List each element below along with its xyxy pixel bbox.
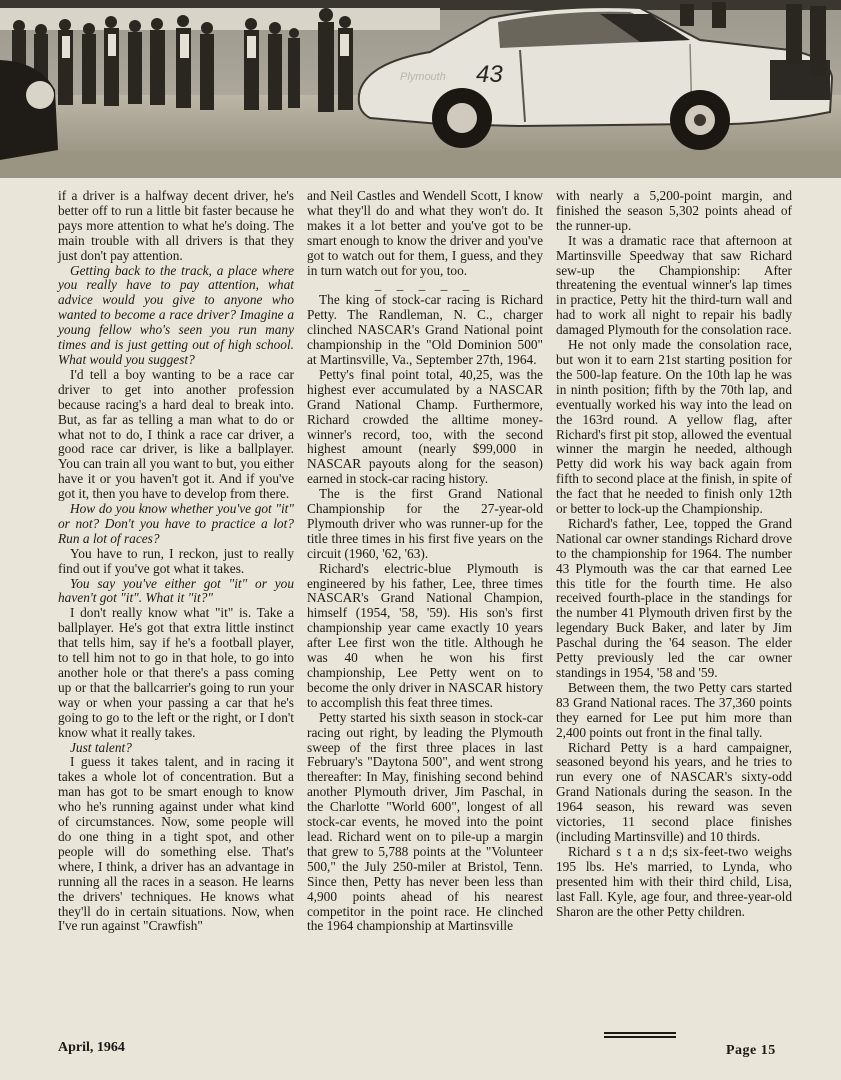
paragraph: He not only made the consolation race, but won it to earn 21st starting position for the 500-lap feature. On the 10th lap he was in ninth position; fifth by the 70th lap, and eventually worked his way into the lead on the 163rd round. A yellow flag, after Richard's first pit stop, allowed the eventual winner the margin he needed, although Petty did work his way back again from fifth to second place at the finish, in spite of the fact that he needed to finish only 12th or better to lock-up the Championship. [556, 337, 792, 517]
paragraph: Petty started his sixth season in stock-car racing out right, by leading the Plymouth sweep of the first three places in last February's "Daytona 500", and went strong thereafter: In May, finishing second behind another Plymouth driver, Jim Paschal, in the Charlotte "World 600", longest of all stock-car events, he moved into the point lead. Richard went on to pile-up a margin that grew to 5,788 points at the "Volunteer 500," the July 250-miler at Bristol, Tenn. Since then, Petty has never been less than 4,900 points ahead of his nearest competitor in the point race. He clinched the 1964 championship at Martinsville [307, 709, 543, 934]
paragraph: Between them, the two Petty cars started 83 Grand National races. The 37,360 points they earned for Lee put him more than 2,400 points out front in the final tally. [556, 679, 792, 740]
interview-question: Just talent? [70, 739, 132, 755]
interview-question: You say you've either got "it" or you haven't got "it". What it "it?" [58, 575, 294, 606]
paragraph: The king of stock-car racing is Richard Petty. The Randleman, N. C., charger clinched NASCAR's Grand National point championship in the "Old Dominion 500" at Martinsville, Va., September 27th, 1964. [307, 292, 543, 367]
column-3 [556, 189, 792, 1031]
header-photo [0, 0, 841, 178]
paragraph: Richard's father, Lee, topped the Grand National car owner standings Richard drove to the championship for 1964. The number 43 Plymouth was the car that earned Lee this title for the fourth time. He also received fourth-place in the standings for the number 41 Plymouth driven first by the legendary Buck Baker, and later by Jim Paschal during the '64 season. The elder Petty previously led the car owner standings in 1954, '58 and '59. [556, 515, 792, 680]
paragraph: Richard s t a n d;s six-feet-two weighs 195 lbs. He's married, to Lynda, who presented him with their third child, Lisa, last Fall. Kyle, age four, and three-year-old Sharon are the other Petty children. [556, 843, 792, 919]
section-separator: _ _ _ _ _ [374, 277, 476, 293]
page-number-value: 15 [760, 1043, 776, 1058]
paragraph: I guess it takes talent, and in racing it takes a whole lot of concentration. But a man has got to be smart enough to know who he's running against under what kind of circumstances. Now, some people will do one thing in a tight spot, and other people will do something else. That's where, I think, a driver has an advantage in running all the races in a season. He learns the drivers' techniques. He knows what they'll do in certain situations. Now, when I've run against "Crawfish" [58, 754, 294, 934]
paragraph: and Neil Castles and Wendell Scott, I know what they'll do and what they won't do. It makes it a lot better and you've got to be smart enough to know the driver and you've got to watch out for them, I guess, and they in turn watch out for you, too. [307, 188, 543, 278]
paragraph: It was a dramatic race that afternoon at Martinsville Speedway that saw Richard sew-up the Championship: After threatening the eventual winner's lap times in practice, Petty hit the third-turn wall and had to work all night to repair his badly damaged Plymouth for the consolation race. [556, 232, 792, 338]
paragraph: The is the first Grand National Championship for the 27-year-old Plymouth driver who was runner-up for the title three times in his first five years on the circuit (1960, '62, '63). [307, 486, 543, 561]
paragraph: Petty's final point total, 40,25, was the highest ever accumulated by a NASCAR Grand National Champ. Furthermore, Richard crowded the alltime money-winner's record, too, with the second highest amount (nearly $99,000 in NASCAR payouts along for the season) earned in stock-car racing history. [307, 366, 543, 487]
car-number: 43 [476, 61, 503, 88]
footer-rule [604, 1032, 676, 1040]
article-body [58, 189, 792, 1031]
paragraph: if a driver is a halfway decent driver, he's better off to run a little bit faster because he pays more attention to what he's doing. The main trouble with all drivers is that they just don't pay attention. [58, 188, 294, 263]
interview-question: Getting back to the track, a place where you really have to pay attention, what advice would you give to anyone who wanted to become a race driver? Imagine a young fellow who's seen you run many times and is just getting out of high school. What would you suggest? [58, 262, 294, 367]
column-1 [58, 189, 294, 1031]
race-car-photo [0, 0, 841, 178]
paragraph: Richard's electric-blue Plymouth is engineered by his father, Lee, three times NASCAR's Grand National Champion, himself (1954, '58, '59). His son's first championship year came exactly 10 years after Lee first won the title. Although he was 40 when he won his first championship, Lee Petty went on to become the only driver in NASCAR history to accomplish this feat three times. [307, 560, 543, 710]
paragraph: You have to run, I reckon, just to really find out if you've got what it takes. [58, 545, 294, 576]
page-number [726, 1043, 776, 1059]
paragraph: I'd tell a boy wanting to be a race car driver to get into another profession because racing's a hard deal to break into. But, as far as telling a man what to do or what not to do, I think a race car driver, a good race car driver, is like a ballplayer. You can train all you want to but, you either have it or you haven't got it. And if you've got it, then you have to develop from there. [58, 366, 294, 502]
paragraph: Richard Petty is a hard campaigner, seasoned beyond his years, and he tries to run every one of NASCAR's sixty-odd Grand Nationals during the season. In the 1964 season, his reward was seven victories, 11 second place finishes (including Martinsville) and 10 thirds. [556, 739, 792, 844]
paragraph: I don't really know what "it" is. Take a ballplayer. He's got that extra little instinct that tells him, say if he's a football player, to tell him not to go in that hole, to go into another hole or that there's a pass coming up or that the ballcarrier's going to run your way or when your passing a car that he's going to go to the left or the right, or I don't know what it really takes. [58, 605, 294, 740]
paragraph: with nearly a 5,200-point margin, and finished the season 5,302 points ahead of the runner-up. [556, 188, 792, 233]
car-brand-script: Plymouth [400, 71, 446, 83]
interview-question: How do you know whether you've got "it" or not? Don't you have to practice a lot? Run a lot of races? [58, 501, 294, 546]
page-label: Page [726, 1043, 757, 1058]
column-2 [307, 189, 543, 1031]
issue-date: April, 1964 [58, 1040, 125, 1055]
